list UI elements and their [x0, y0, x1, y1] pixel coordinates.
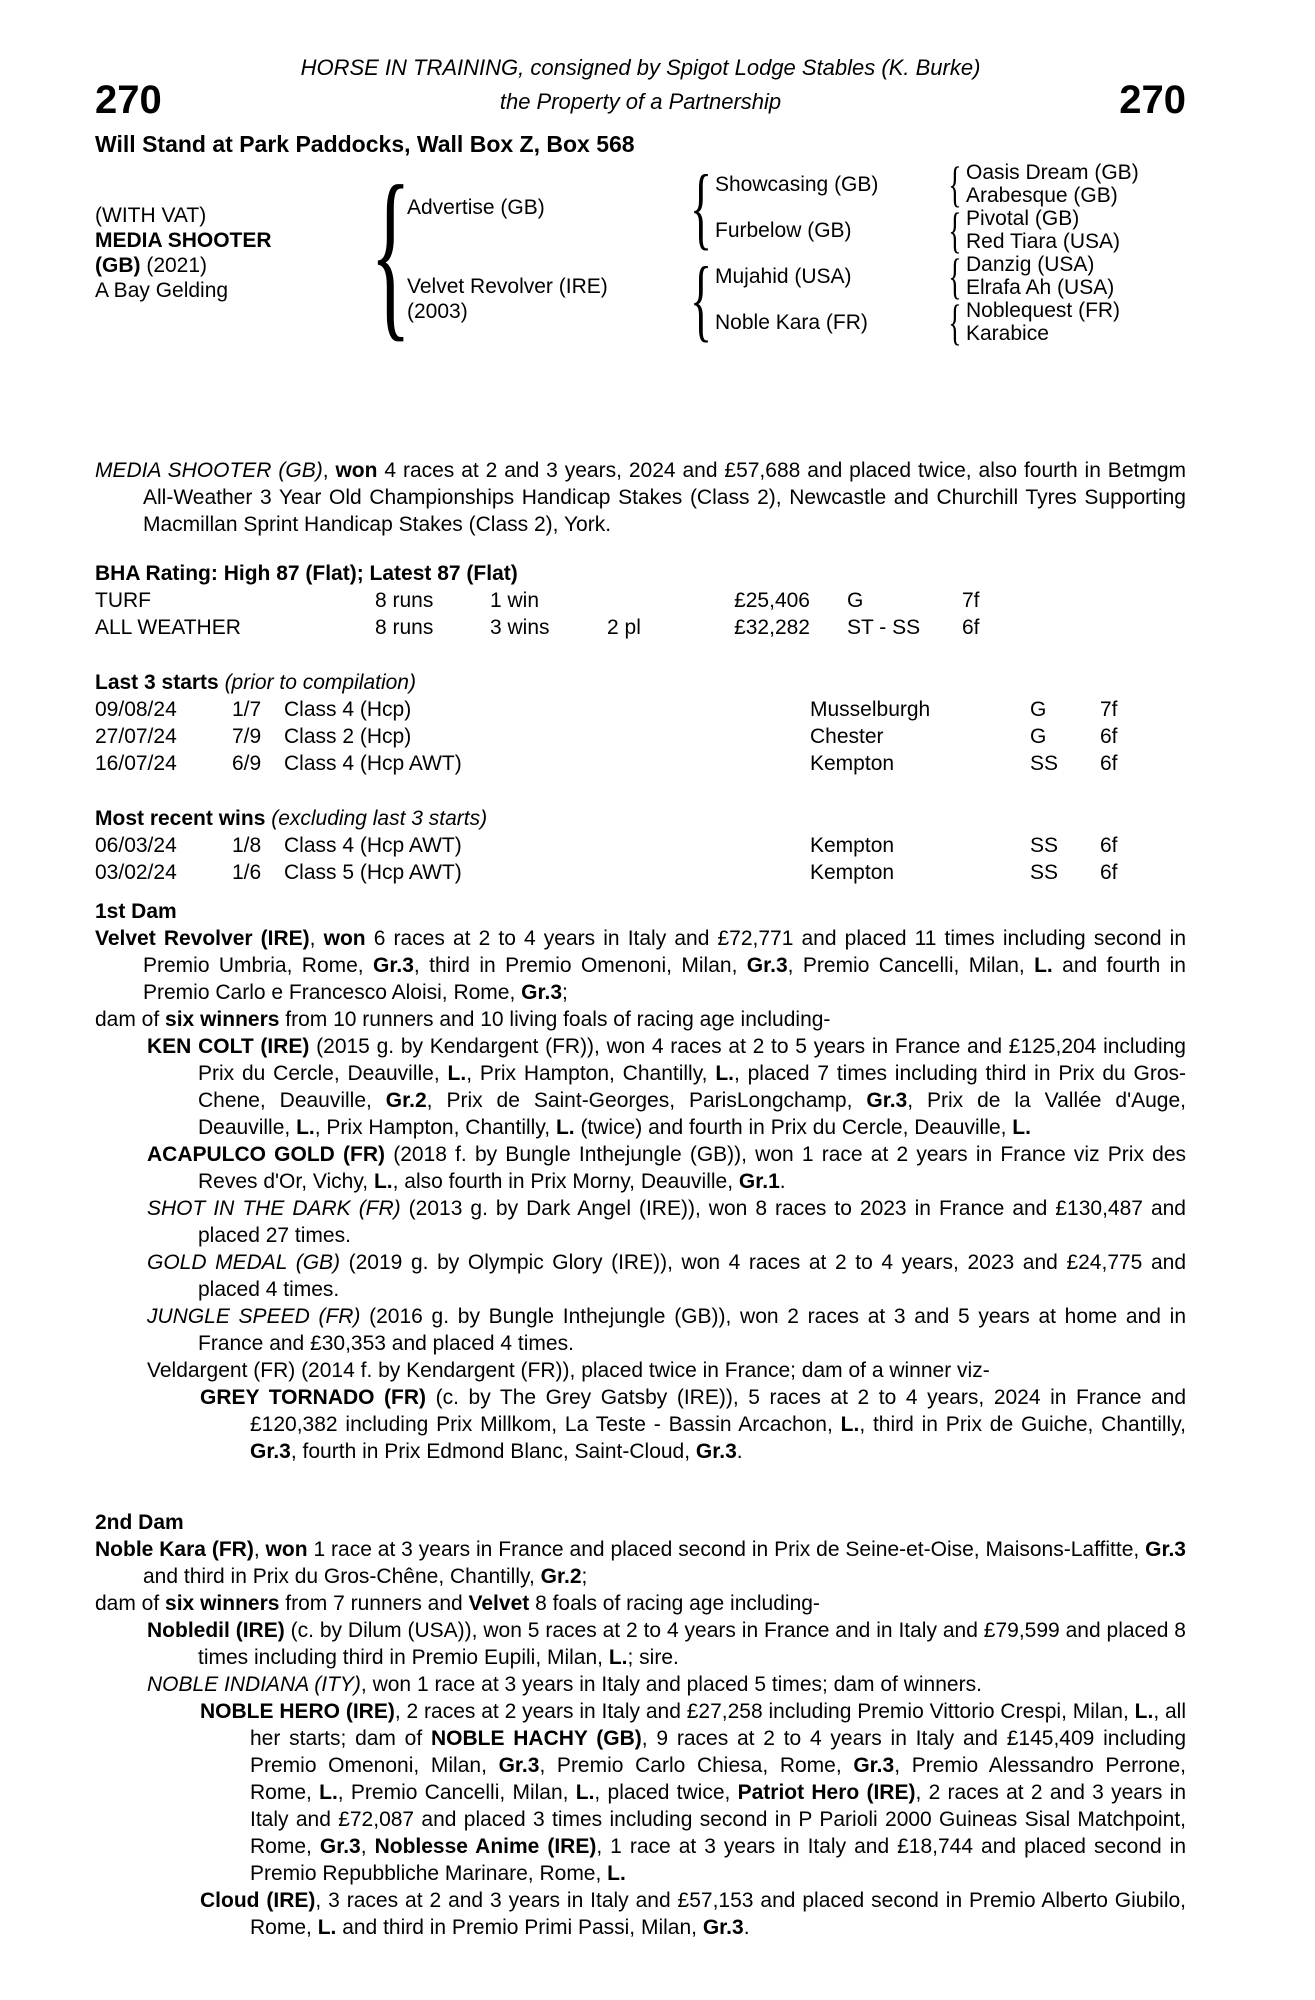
bha-distance: 6f — [962, 616, 980, 639]
header-row — [95, 78, 1186, 122]
pedigree-table — [95, 147, 1186, 358]
great-grandparent: Oasis Dream (GB) — [966, 161, 1139, 184]
bha-earnings: £32,282 — [734, 616, 810, 639]
catalog-paragraph: GREY TORNADO (FR) (c. by The Grey Gatsby (IRE)), 5 races at 2 to 4 years, 2024 in France and £120,382 including Prix Millkom, La Teste - Bassin Arcachon, L., third in Prix de Guiche, Chantilly, Gr.3, fourth in Prix Edmond Blanc, Saint-Cloud, Gr.3. — [200, 1386, 1187, 1463]
start-going: SS — [1030, 752, 1059, 775]
bha-going: G — [847, 589, 864, 612]
catalog-paragraph: Noble Kara (FR), won 1 race at 3 years in France and placed second in Prix de Seine-et-Oise, Maisons-Laffitte, Gr.3 and third in Prix du Gros-Chêne, Chantilly, Gr.2; — [95, 1538, 1186, 1588]
start-date: 16/07/24 — [95, 752, 177, 775]
catalog-paragraph: GOLD MEDAL (GB) (2019 g. by Olympic Glory (IRE)), won 4 races at 2 to 4 years, 2023 and £24,775 and placed 4 times. — [147, 1251, 1186, 1301]
bha-surface: ALL WEATHER — [95, 616, 241, 639]
win-position: 1/6 — [232, 861, 262, 884]
subject-suffix-year: (GB) (2021) — [95, 254, 208, 277]
bha-spacer — [810, 614, 847, 641]
second-dam-section — [95, 1536, 1186, 1941]
start-venue: Kempton — [810, 752, 895, 775]
bha-runs: 8 runs — [375, 616, 434, 639]
subject-name: MEDIA SHOOTER — [95, 229, 272, 252]
bha-rating-heading: BHA Rating: High 87 (Flat); Latest 87 (Flat) — [95, 562, 518, 585]
start-race: Class 4 (Hcp AWT) — [284, 752, 462, 775]
brace-icon: { — [689, 155, 713, 258]
great-grandparent: Danzig (USA) — [966, 253, 1095, 276]
bha-distance: 7f — [962, 589, 980, 612]
win-going: SS — [1030, 861, 1059, 884]
brace-icon: { — [947, 201, 962, 258]
catalog-paragraph: Cloud (IRE), 3 races at 2 and 3 years in Italy and £57,153 and placed second in Premio Alberto Giubilo, Rome, L. and third in Premio Primi Passi, Milan, Gr.3. — [200, 1889, 1186, 1939]
catalog-paragraph: NOBLE INDIANA (ITY), won 1 race at 3 years in Italy and placed 5 times; dam of winners. — [147, 1673, 982, 1696]
brace-icon: { — [947, 155, 962, 212]
brace-icon: { — [947, 247, 962, 304]
win-venue: Kempton — [810, 861, 895, 884]
race-record-paragraph: MEDIA SHOOTER (GB), won 4 races at 2 and 3 years, 2024 and £57,688 and placed twice, also fourth in Betmgm All-Weather 3 Year Old Championships Handicap Stakes (Class 2), Newcastle and Churchill Tyres Supporting Macmillan Sprint Handicap Stakes (Class 2), York. — [95, 459, 1186, 536]
last-starts-heading: Last 3 starts (prior to compilation) — [95, 671, 416, 694]
start-position: 7/9 — [232, 725, 262, 748]
bha-runs: 8 runs — [375, 589, 434, 612]
great-grandparent: Karabice — [966, 322, 1049, 345]
great-grandparent: Arabesque (GB) — [966, 184, 1118, 207]
bha-earnings: £25,406 — [734, 589, 810, 612]
first-dam-section — [95, 925, 1186, 1465]
start-distance: 7f — [1100, 698, 1118, 721]
start-distance: 6f — [1100, 752, 1118, 775]
bha-table — [95, 587, 1186, 641]
great-grandparent: Noblequest (FR) — [966, 299, 1121, 322]
catalog-paragraph: dam of six winners from 10 runners and 10 living foals of racing age including- — [95, 1008, 831, 1031]
brace-icon: { — [947, 293, 962, 350]
bha-surface: TURF — [95, 589, 151, 612]
granddam-of-dam: Noble Kara (FR) — [715, 310, 868, 334]
win-position: 1/8 — [232, 834, 262, 857]
start-venue: Chester — [810, 725, 884, 748]
great-grandparent: Red Tiara (USA) — [966, 230, 1121, 253]
win-date: 03/02/24 — [95, 861, 177, 884]
stand-location-line: Will Stand at Park Paddocks, Wall Box Z, Box 568 — [95, 131, 635, 157]
bha-spacer — [810, 587, 847, 614]
start-date: 27/07/24 — [95, 725, 177, 748]
grandsire-of-sire: Showcasing (GB) — [715, 172, 879, 196]
grandsire-of-dam: Mujahid (USA) — [715, 264, 852, 288]
bha-going: ST - SS — [847, 616, 921, 639]
recent-wins-table — [95, 832, 1186, 886]
win-date: 06/03/24 — [95, 834, 177, 857]
start-date: 09/08/24 — [95, 698, 177, 721]
win-distance: 6f — [1100, 861, 1118, 884]
first-dam-heading: 1st Dam — [95, 900, 177, 923]
pedigree-subject — [95, 161, 374, 345]
start-position: 6/9 — [232, 752, 262, 775]
start-position: 1/7 — [232, 698, 262, 721]
great-grandparent: Pivotal (GB) — [966, 207, 1080, 230]
lot-number-left: 270 — [95, 78, 162, 122]
start-race: Class 2 (Hcp) — [284, 725, 412, 748]
win-race: Class 4 (Hcp AWT) — [284, 834, 462, 857]
granddam-of-sire: Furbelow (GB) — [715, 218, 852, 242]
catalog-paragraph: KEN COLT (IRE) (2015 g. by Kendargent (FR)), won 4 races at 2 to 5 years in France and £125,204 including Prix du Cercle, Deauville, L., Prix Hampton, Chantilly, L., placed 7 times including third in Prix du Gros-Chene, Deauville, Gr.2, Prix de Saint-Georges, ParisLongchamp, Gr.3, Prix de la Vallée d'Auge, Deauville, L., Prix Hampton, Chantilly, L. (twice) and fourth in Prix du Cercle, Deauville, L. — [147, 1035, 1186, 1139]
catalog-paragraph: SHOT IN THE DARK (FR) (2013 g. by Dark Angel (IRE)), won 8 races to 2023 in France and £130,487 and placed 27 times. — [147, 1197, 1186, 1247]
page-content — [95, 55, 1186, 1941]
catalog-paragraph: JUNGLE SPEED (FR) (2016 g. by Bungle Inthejungle (GB)), won 2 races at 3 and 5 years at home and in France and £30,353 and placed 4 times. — [147, 1305, 1186, 1355]
bha-placed — [607, 587, 716, 614]
start-going: G — [1030, 725, 1047, 748]
catalog-paragraph: Nobledil (IRE) (c. by Dilum (USA)), won 5 races at 2 to 4 years in France and in Italy and £79,599 and placed 8 times including third in Premio Eupili, Milan, L.; sire. — [147, 1619, 1186, 1669]
vat-note: (WITH VAT) — [95, 204, 207, 227]
catalog-paragraph: Veldargent (FR) (2014 f. by Kendargent (FR)), placed twice in France; dam of a winner viz- — [147, 1359, 990, 1382]
start-venue: Musselburgh — [810, 698, 931, 721]
last-starts-table — [95, 696, 1186, 777]
second-dam-heading: 2nd Dam — [95, 1511, 184, 1534]
bha-placed: 2 pl — [607, 616, 641, 639]
brace-icon: { — [689, 247, 713, 350]
property-line: the Property of a Partnership — [499, 89, 782, 114]
bha-wins: 1 win — [490, 589, 540, 612]
brace-icon: { — [369, 147, 412, 358]
win-going: SS — [1030, 834, 1059, 857]
win-distance: 6f — [1100, 834, 1118, 857]
start-going: G — [1030, 698, 1047, 721]
lot-number-right: 270 — [1119, 78, 1186, 122]
start-race: Class 4 (Hcp) — [284, 698, 412, 721]
dam-name: Velvet Revolver (IRE) (2003) — [407, 275, 608, 323]
bha-wins: 3 wins — [490, 616, 550, 639]
catalog-paragraph: dam of six winners from 7 runners and Velvet 8 foals of racing age including- — [95, 1592, 820, 1615]
win-race: Class 5 (Hcp AWT) — [284, 861, 462, 884]
consignor-line: HORSE IN TRAINING, consigned by Spigot Lodge Stables (K. Burke) — [300, 55, 981, 80]
sire-name: Advertise (GB) — [407, 195, 545, 219]
catalog-paragraph: NOBLE HERO (IRE), 2 races at 2 years in Italy and £27,258 including Premio Vittorio Crespi, Milan, L., all her starts; dam of NOBLE HACHY (GB), 9 races at 2 to 4 years in Italy and £145,409 including Premio Omenoni, Milan, Gr.3, Premio Carlo Chiesa, Rome, Gr.3, Premio Alessandro Perrone, Rome, L., Premio Cancelli, Milan, L., placed twice, Patriot Hero (IRE), 2 races at 2 and 3 years in Italy and £72,087 and placed 3 times including second in P Parioli 2000 Guineas Sisal Matchpoint, Rome, Gr.3, Noblesse Anime (IRE), 1 race at 3 years in Italy and £18,744 and placed second in Premio Repubbliche Marinare, Rome, L. — [200, 1700, 1187, 1885]
great-grandparent: Elrafa Ah (USA) — [966, 276, 1115, 299]
catalog-paragraph: ACAPULCO GOLD (FR) (2018 f. by Bungle Inthejungle (GB)), won 1 race at 2 years in France viz Prix des Reves d'Or, Vichy, L., also fourth in Prix Morny, Deauville, Gr.1. — [147, 1143, 1186, 1193]
win-venue: Kempton — [810, 834, 895, 857]
catalog-paragraph: Velvet Revolver (IRE), won 6 races at 2 to 4 years in Italy and £72,771 and placed 11 times including second in Premio Umbria, Rome, Gr.3, third in Premio Omenoni, Milan, Gr.3, Premio Cancelli, Milan, L. and fourth in Premio Carlo e Francesco Aloisi, Rome, Gr.3; — [95, 927, 1187, 1004]
start-distance: 6f — [1100, 725, 1118, 748]
recent-wins-heading: Most recent wins (excluding last 3 starts) — [95, 807, 488, 830]
subject-color-sex: A Bay Gelding — [95, 279, 229, 302]
